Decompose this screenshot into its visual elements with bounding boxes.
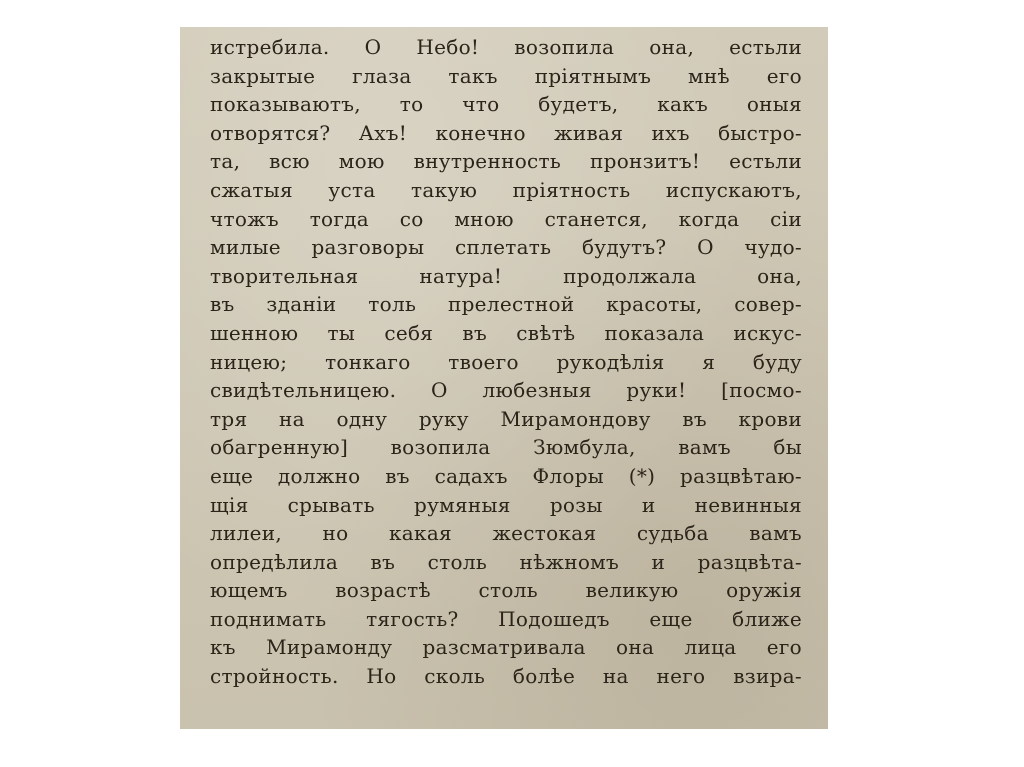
text-word: разцвѣта-: [697, 549, 802, 574]
text-word: мнѣ: [687, 63, 730, 88]
text-word: истребила.: [210, 35, 330, 59]
text-word: О: [364, 35, 382, 59]
text-line: [210, 519, 802, 548]
text-word: та,: [210, 149, 241, 174]
text-line: [210, 319, 802, 348]
text-word: толь: [368, 292, 417, 317]
text-word: Но: [366, 664, 397, 689]
text-word: срывать: [287, 492, 375, 517]
text-word: взира-: [733, 664, 802, 689]
text-word: показываютъ,: [210, 92, 361, 117]
text-word: на: [602, 664, 629, 689]
text-word: ющемъ: [210, 578, 288, 603]
text-word: Мирамондову: [500, 406, 651, 431]
text-word: въ: [682, 406, 707, 431]
text-word: закрытые: [210, 63, 316, 88]
text-word: возопила: [390, 435, 491, 460]
text-line: [210, 605, 802, 634]
text-word: Небо!: [416, 35, 480, 59]
text-word: мною: [454, 206, 514, 231]
text-line: [210, 405, 802, 434]
text-word: его: [766, 635, 802, 660]
text-line: [210, 376, 802, 405]
text-word: стройность.: [210, 664, 339, 689]
text-word: мою: [338, 149, 385, 174]
text-line: [210, 147, 802, 176]
text-word: прiятнымъ: [534, 63, 652, 88]
text-word: О: [431, 378, 448, 403]
text-word: со: [399, 206, 424, 231]
text-word: продолжала: [563, 263, 697, 288]
text-word: она,: [757, 263, 802, 288]
text-word: она,: [649, 35, 695, 59]
text-word: натура!: [419, 263, 503, 288]
text-word: одну: [336, 406, 388, 431]
text-word: розы: [549, 492, 603, 517]
text-word: такую: [411, 177, 478, 202]
text-word: любезныя: [482, 378, 592, 403]
text-line: [210, 433, 802, 462]
text-word: и: [651, 549, 666, 574]
text-word: чтожъ: [210, 206, 279, 231]
text-word: въ: [385, 463, 410, 488]
text-word: въ: [462, 320, 487, 345]
text-word: возрастѣ: [335, 578, 431, 603]
text-word: сплетать: [454, 235, 552, 260]
text-word: какъ: [657, 92, 709, 117]
text-line: [210, 233, 802, 262]
text-word: ты: [327, 320, 356, 345]
text-word: свидѣтельницею.: [210, 378, 397, 403]
text-word: уста: [328, 177, 376, 202]
text-word: обагренную]: [210, 435, 349, 460]
text-word: себя: [384, 320, 434, 345]
text-line: [210, 205, 802, 234]
text-word: нѣжномъ: [519, 549, 620, 574]
text-line: [210, 62, 802, 91]
text-word: Флоры: [532, 463, 605, 488]
text-word: искус-: [733, 320, 802, 345]
text-line: [210, 33, 802, 62]
text-word: твоего: [448, 349, 519, 374]
text-line: [210, 119, 802, 148]
text-word: конечно: [435, 120, 526, 145]
text-word: тогда: [309, 206, 370, 231]
text-word: оныя: [746, 92, 802, 117]
text-word: крови: [738, 406, 802, 431]
text-word: столь: [427, 549, 488, 574]
text-word: естьли: [729, 35, 802, 59]
text-word: то: [399, 92, 424, 117]
text-word: зданiи: [266, 292, 337, 317]
text-word: прелестной: [447, 292, 575, 317]
text-line: [210, 462, 802, 491]
text-word: на: [279, 406, 305, 431]
text-word: румяныя: [413, 492, 511, 517]
text-word: будетъ,: [538, 92, 619, 117]
text-word: ближе: [732, 606, 802, 631]
text-word: творительная: [210, 263, 359, 288]
text-word: и: [641, 492, 656, 517]
text-word: тонкаго: [325, 349, 411, 374]
text-line: [210, 290, 802, 319]
text-word: него: [656, 664, 706, 689]
text-word: его: [766, 63, 802, 88]
text-word: руки!: [626, 378, 687, 403]
text-line: [210, 576, 802, 605]
text-word: сколь: [424, 664, 486, 689]
text-line: [210, 633, 802, 662]
text-word: сжатыя: [210, 177, 293, 202]
text-word: жестокая: [492, 521, 597, 546]
text-word: великую: [585, 578, 679, 603]
text-word: вамъ: [749, 521, 802, 546]
text-word: пронзитъ!: [589, 149, 701, 174]
text-line: [210, 90, 802, 119]
text-word: разговоры: [311, 235, 425, 260]
text-word: столь: [478, 578, 538, 603]
text-word: ницею;: [210, 349, 288, 374]
text-word: еще: [210, 463, 254, 488]
text-word: она: [616, 635, 655, 660]
text-line: [210, 548, 802, 577]
text-word: ихъ: [651, 120, 690, 145]
old-russian-text-block: [210, 33, 802, 691]
text-word: отворятся?: [210, 120, 331, 145]
text-word: опредѣлила: [210, 549, 339, 574]
text-word: оружiя: [726, 578, 802, 603]
text-word: чудо-: [744, 235, 802, 260]
text-word: естьли: [729, 149, 802, 174]
text-word: садахъ: [434, 463, 508, 488]
text-word: поднимать: [210, 606, 327, 631]
text-line: [210, 662, 802, 691]
text-word: руку: [418, 406, 469, 431]
text-word: прiятность: [512, 177, 631, 202]
text-word: вамъ: [678, 435, 731, 460]
text-word: разцвѣтаю-: [679, 463, 802, 488]
text-word: въ: [210, 292, 235, 317]
text-word: бы: [773, 435, 802, 460]
text-word: невинныя: [694, 492, 802, 517]
text-word: когда: [678, 206, 740, 231]
text-word: судьба: [636, 521, 709, 546]
text-word: Мирамонду: [266, 635, 393, 660]
text-word: я: [702, 349, 716, 374]
text-word: тря: [210, 406, 248, 431]
text-word: [посмо-: [721, 378, 802, 403]
text-word: красоты,: [606, 292, 703, 317]
text-word: внутренность: [413, 149, 562, 174]
text-word: совер-: [734, 292, 802, 317]
text-word: тягость?: [366, 606, 459, 631]
text-word: показала: [604, 320, 705, 345]
text-word: лилеи,: [210, 521, 283, 546]
text-word: буду: [752, 349, 802, 374]
text-line: [210, 491, 802, 520]
text-word: шенною: [210, 320, 299, 345]
text-word: разсматривала: [422, 635, 586, 660]
text-word: живая: [554, 120, 624, 145]
text-word: такъ: [448, 63, 498, 88]
text-word: еще: [649, 606, 693, 631]
text-word: О: [697, 235, 714, 260]
text-word: испускаютъ,: [665, 177, 802, 202]
text-word: будутъ?: [581, 235, 667, 260]
text-word: какая: [389, 521, 452, 546]
text-word: что: [462, 92, 500, 117]
text-word: (*): [628, 463, 656, 488]
text-word: всю: [269, 149, 310, 174]
text-line: [210, 176, 802, 205]
scanned-book-page: [180, 27, 828, 729]
text-word: милые: [210, 235, 281, 260]
text-word: быстро-: [718, 120, 802, 145]
text-word: лица: [684, 635, 737, 660]
text-word: Ахъ!: [358, 120, 408, 145]
text-word: должно: [277, 463, 361, 488]
text-word: возопила: [514, 35, 615, 59]
text-word: сiи: [770, 206, 802, 231]
text-word: глаза: [352, 63, 412, 88]
text-word: Подошедъ: [498, 606, 610, 631]
text-word: свѣтѣ: [516, 320, 576, 345]
text-word: станется,: [544, 206, 648, 231]
text-word: щiя: [210, 492, 249, 517]
text-word: рукодѣлiя: [556, 349, 665, 374]
text-word: но: [322, 521, 349, 546]
text-line: [210, 262, 802, 291]
text-line: [210, 348, 802, 377]
text-word: болѣе: [512, 664, 576, 689]
text-word: Зюмбула,: [533, 435, 636, 460]
text-word: въ: [370, 549, 396, 574]
text-word: къ: [210, 635, 236, 660]
